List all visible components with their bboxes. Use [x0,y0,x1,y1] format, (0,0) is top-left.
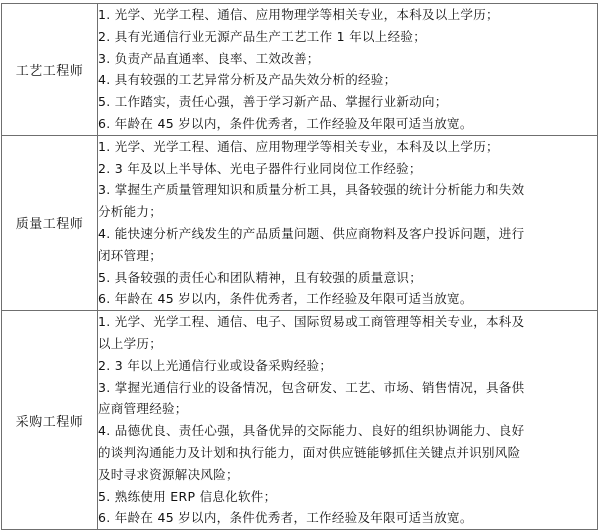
requirement-line: 2. 3 年以上光通信行业或设备采购经验； [98,357,333,373]
requirement-line: 4. 能快速分析产线发生的产品质量问题、供应商物料及客户投诉问题，进行 [98,225,525,241]
requirement-line: 应商管理经验； [98,401,188,417]
role-cell: 采购工程师 [2,311,98,530]
requirement-line: 4. 具有较强的工艺异常分析及产品失效分析的经验； [98,72,397,88]
requirement-line: 分析能力； [98,204,163,220]
table-row-process-engineer [2,4,598,136]
requirement-line: 2. 3 年及以上半导体、光电子器件行业同岗位工作经验； [98,160,422,176]
requirement-line: 3. 掌握光通信行业的设备情况，包含研发、工艺、市场、销售情况，具备供 [98,379,525,395]
requirement-line: 1. 光学、光学工程、通信、应用物理学等相关专业，本科及以上学历； [98,138,499,154]
requirements-cell [98,311,598,530]
requirement-line: 6. 年龄在 45 岁以内，条件优秀者，工作经验及年限可适当放宽。 [98,291,473,307]
requirement-line: 2. 具有光通信行业无源产品生产工艺工作 1 年以上经验； [98,28,426,44]
requirement-line: 3. 掌握生产质量管理知识和质量分析工具，具备较强的统计分析能力和失效 [98,182,525,198]
requirements-table [1,3,598,530]
requirement-line: 以上学历； [98,335,163,351]
requirement-line: 5. 具备较强的责任心和团队精神，且有较强的质量意识； [98,269,423,285]
table-row-quality-engineer [2,135,598,310]
requirements-cell [98,4,598,136]
requirement-line: 及时寻求资源解决风险； [98,466,239,482]
requirement-line: 5. 工作踏实，责任心强，善于学习新产品、掌握行业新动向； [98,94,448,110]
requirement-line: 闭环管理； [98,247,163,263]
requirement-line: 6. 年龄在 45 岁以内，条件优秀者，工作经验及年限可适当放宽。 [98,115,473,131]
requirement-line: 1. 光学、光学工程、通信、应用物理学等相关专业，本科及以上学历； [98,7,499,22]
requirements-cell [98,135,598,310]
requirement-line: 1. 光学、光学工程、通信、电子、国际贸易或工商管理等相关专业，本科及 [98,314,525,330]
requirement-line: 3. 负责产品直通率、良率、工效改善； [98,50,320,66]
role-cell: 工艺工程师 [2,4,98,136]
requirement-line: 5. 熟练使用 ERP 信息化软件； [98,488,277,504]
requirement-line: 的谈判沟通能力及计划和执行能力，面对供应链能够抓住关键点并识别风险 [98,444,521,460]
requirement-line: 6. 年龄在 45 岁以内，条件优秀者，工作经验及年限可适当放宽。 [98,510,473,526]
role-cell: 质量工程师 [2,135,98,310]
requirement-line: 4. 品德优良、责任心强，具备优异的交际能力、良好的组织协调能力、良好 [98,423,525,439]
table-row-purchasing-engineer [2,311,598,530]
